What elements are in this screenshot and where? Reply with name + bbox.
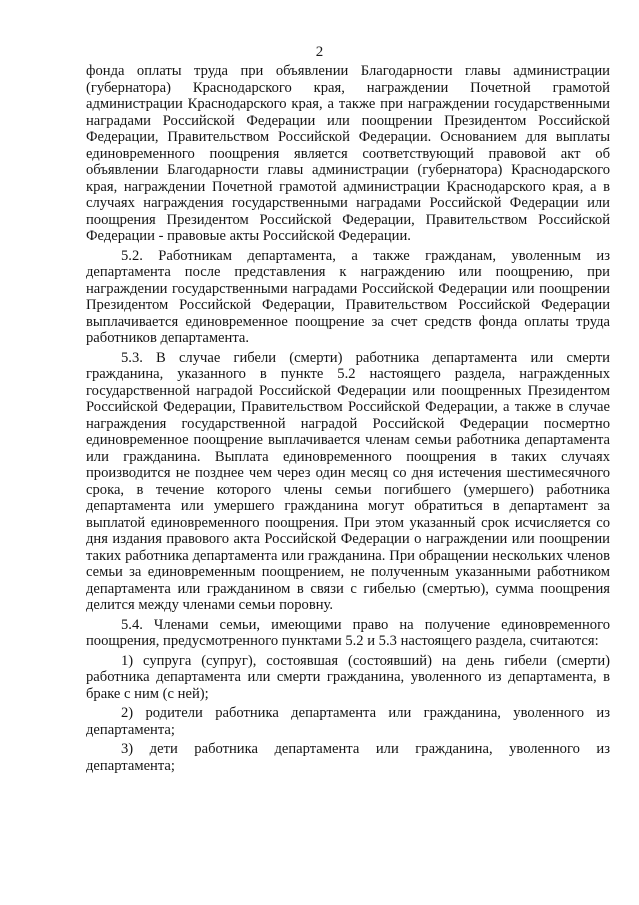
page-number: 2 <box>315 44 324 60</box>
paragraph-continuation: фонда оплаты труда при объявлении Благодарности главы администрации (губернатора) Краснодарского края, награждении Почетной грамотой администрации Краснодарского края, а также при награждении государственными наградами Российской Федерации или поощрении Президентом Российской Федерации, Правительством Российской Федерации. Основанием для выплаты единовременного поощрения является соответствующий правовой акт об объявлении Благодарности главы администрации (губернатора) Краснодарского края, награждении Почетной грамотой администрации Краснодарского края, а в случаях награждения государственными наградами Российской Федерации или поощрения Президентом Российской Федерации, Правительством Российской Федерации - правовые акты Российской Федерации. <box>86 63 610 244</box>
list-item-parents: 2) родители работника департамента или гражданина, уволенного из департамента; <box>86 705 610 738</box>
paragraph-5-4: 5.4. Членами семьи, имеющими право на получение единовременного поощрения, предусмотренного пунктами 5.2 и 5.3 настоящего раздела, считаются: <box>86 616 610 649</box>
paragraph-5-3: 5.3. В случае гибели (смерти) работника департамента или смерти гражданина, указанного в пункте 5.2 настоящего раздела, награжденных государственной наградой Российской Федерации или поощренных Президентом Российской Федерации, Правительством Российской Федерации, а также в случае награждения государственной наградой Российской Федерации посмертно единовременное поощрение выплачивается членам семьи работника департамента или гражданина. Выплата единовременного поощрения в таких случаях производится не позднее чем через один месяц со дня истечения шестимесячного срока, в течение которого члены семьи погибшего (умершего) работника департамента или умершего гражданина могут обратиться в департамент за выплатой единовременного поощрения. При этом указанный срок исчисляется со дня издания правового акта Российской Федерации о награждении или поощрении таких работника департамента или гражданина. При обращении нескольких членов семьи за единовременным поощрением, не полученным указанными работником департамента или гражданином в связи с гибелью (смертью), сумма поощрения делится между членами семьи поровну. <box>86 349 610 613</box>
list-item-children: 3) дети работника департамента или гражданина, уволенного из департамента; <box>86 741 610 774</box>
list-item-spouse: 1) супруга (супруг), состоявшая (состоявший) на день гибели (смерти) работника департамента или смерти гражданина, уволенного из департамента, в браке с ним (с ней); <box>86 652 610 702</box>
document-body <box>86 63 610 777</box>
paragraph-5-2: 5.2. Работникам департамента, а также гражданам, уволенным из департамента после представления к награждению или поощрению, при награждении государственными наградами Российской Федерации или поощрении Президентом Российской Федерации, Правительством Российской Федерации выплачивается единовременное поощрение за счет средств фонда оплаты труда работников департамента. <box>86 247 610 346</box>
